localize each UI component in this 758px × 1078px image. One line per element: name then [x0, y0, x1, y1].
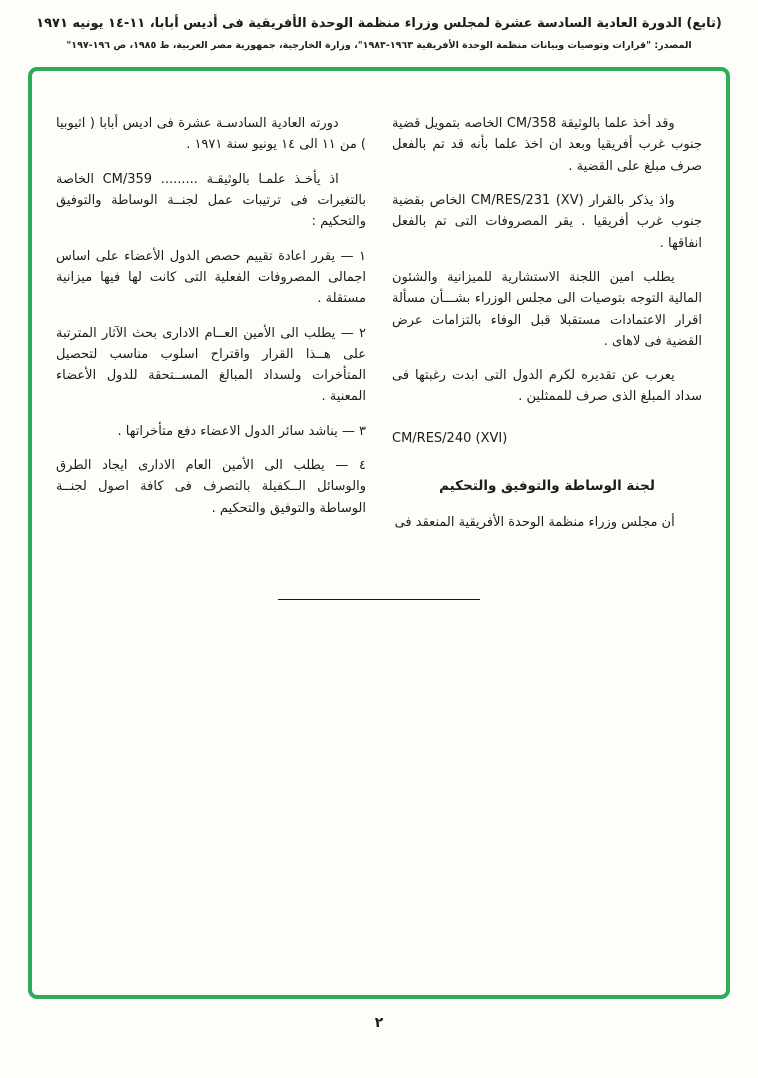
- page-number: ٢: [374, 1015, 384, 1031]
- section-heading-mediation-commission: لجنة الوساطة والتوفيق والتحكيم: [439, 478, 655, 495]
- resolution-reference: CM/RES/240 (XVI): [392, 430, 508, 446]
- document-header: [0, 16, 758, 51]
- document-source-citation: المصدر: "قرارات وتوصيات وبيانات منظمة الوحدة الأفريقية ١٩٦٣-١٩٨٣"، وزارة الخارجية، جمهورية مصر العربية، ط ١٩٨٥، ص ١٩٦-١٩٧": [66, 40, 692, 51]
- list-item-2: ٢ — يطلب الى الأمين العــام الادارى بحث الآثار المترتبة على هــذا القرار واقتراح اسلوب مناسب لتحصيل المتأخرات ولسداد المبالغ المســتحقة للدول الأعضاء المعنية .: [56, 325, 366, 405]
- paragraph-council-opening: أن مجلس وزراء منظمة الوحدة الأفريقية المنعقد فى: [394, 515, 675, 531]
- horizontal-rule: [278, 599, 480, 600]
- list-item-4: ٤ — يطلب الى الأمين العام الادارى ايجاد الطرق والوسائل الــكفيلة بالتصرف فى كافة اصول لجنــة الوساطة والتوفيق والتحكيم .: [56, 458, 366, 516]
- paragraph-cmres231: واذ يذكر بالقرار CM/RES/231 (XV) الخاص بقضية جنوب غرب أفريقيا . يقر المصروفات التى تم بالفعل انفاقها .: [392, 192, 702, 251]
- paragraph-cm358: وقد أخذ علما بالوثيقة CM/358 الخاصه بتمويل قضية جنوب غرب أفريقيا وبعد ان اخذ علما بأنه قد تم بالفعل صرف مبلغ على القضية .: [392, 116, 702, 174]
- paragraph-gratitude: يعرب عن تقديره لكرم الدول التى ابدت رغبتها فى سداد المبلغ الذى صرف للممثلين .: [392, 368, 702, 405]
- paragraph-budget-committee: يطلب امين اللجنة الاستشارية للميزانية والشئون المالية التوجه بتوصيات الى مجلس الوزراء بشـــأن مسألة اقرار الاعتمادات مستقبلا قبل الوفاء بالتزامات عرض القضية فى لاهاى .: [392, 269, 702, 349]
- document-title: (تابع) الدورة العادية السادسة عشرة لمجلس وزراء منظمة الوحدة الأفريقية فى أديس أبابا، ١١-١٤ يونيه ١٩٧١: [36, 16, 722, 31]
- paragraph-cm359: اذ يأخـذ علمـا بالوثيقـة ......... CM/359 الخاصة بالتغيرات فى ترتيبات عمل لجنــة الوساطة والتوفيق والتحكيم :: [56, 171, 366, 230]
- two-column-layout: [56, 113, 702, 547]
- list-item-3: ٣ — يناشد سائر الدول الاعضاء دفع متأخراتها .: [117, 423, 366, 439]
- right-column: [392, 113, 702, 547]
- list-item-1: ١ — يقرر اعادة تقييم حصص الدول الأعضاء على اساس اجمالى المصروفات الفعلية التى كانت لها فيها ميزانية مستقلة .: [56, 248, 366, 307]
- left-column: [56, 113, 366, 547]
- paragraph-session-intro: دورته العادية السادسـة عشرة فى اديس أبابا ( اثيوبيا ) من ١١ الى ١٤ يونيو سنة ١٩٧١ .: [56, 116, 366, 153]
- content-frame: [28, 67, 730, 999]
